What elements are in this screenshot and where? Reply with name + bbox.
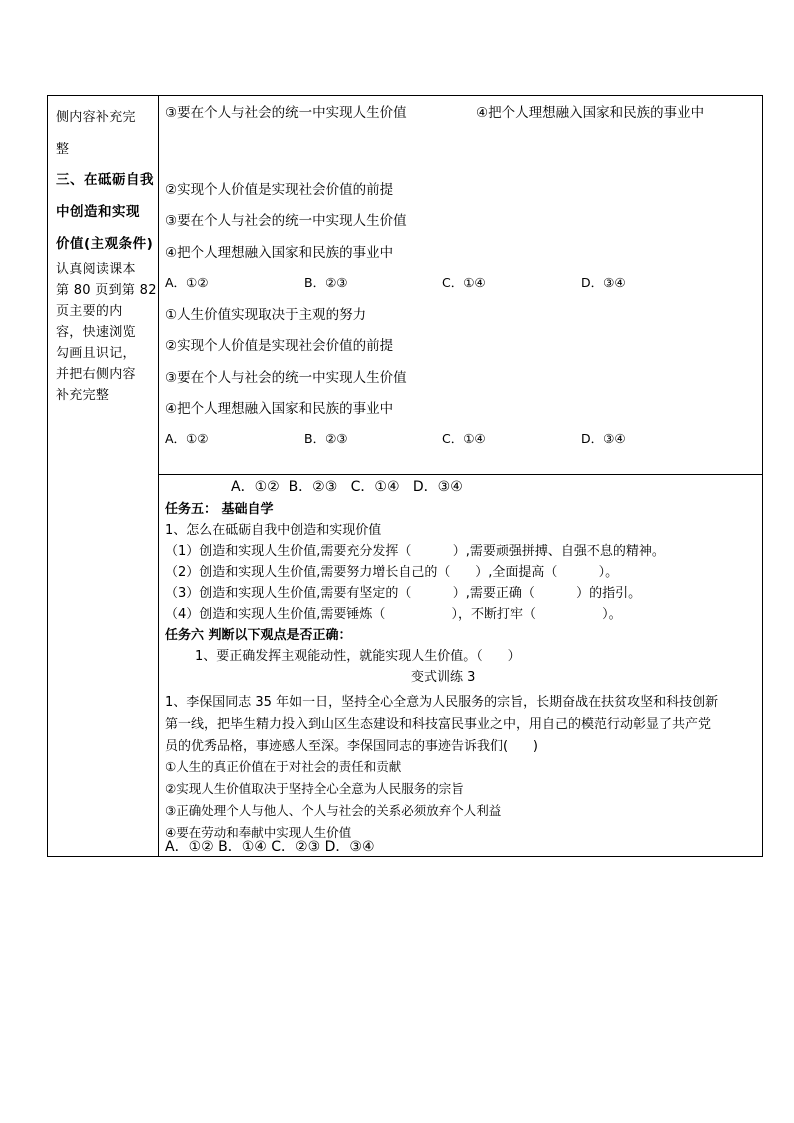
answer-options-line: A．①② B．②③ C．①④ D．③④ <box>231 479 463 495</box>
option-a: A．①② <box>165 275 209 290</box>
option-c: C．①④ <box>442 275 486 290</box>
fill-blank-item: （2）创造和实现人生价值,需要努力增长自己的（ ）,全面提高（ ）。 <box>165 565 619 580</box>
column-divider <box>158 96 159 856</box>
instruction-line: 补充完整 <box>56 388 110 403</box>
option-c: C．①④ <box>442 431 486 446</box>
statement-line: ②实现个人价值是实现社会价值的前提 <box>165 338 394 354</box>
statement-line: ③要在个人与社会的统一中实现人生价值 <box>165 370 407 386</box>
row-divider <box>158 474 762 475</box>
option-a: A．①② <box>165 431 209 446</box>
variant-title: 变式训练 3 <box>411 670 476 685</box>
question-line: 第一线，把毕生精力投入到山区生态建设和科技富民事业之中，用自己的模范行动彰显了共产党 <box>165 717 712 732</box>
option-d: D．③④ <box>581 275 626 290</box>
instruction-line: 页主要的内 <box>56 304 123 319</box>
statement-line: ③要在个人与社会的统一中实现人生价值 <box>165 213 407 229</box>
choice-line: ①人生的真正价值在于对社会的责任和贡献 <box>165 759 402 774</box>
statement-line: ①人生价值实现取决于主观的努力 <box>165 307 367 323</box>
statement-line: ③要在个人与社会的统一中实现人生价值 <box>165 105 407 121</box>
instruction-line: 并把右侧内容 <box>56 367 136 382</box>
section-heading: 三、在砥砺自我 <box>56 172 154 188</box>
task6-title: 任务六 判断以下观点是否正确： <box>165 628 352 643</box>
judge-item: 1、要正确发挥主观能动性，就能实现人生价值。（ ） <box>195 649 521 664</box>
worksheet-table <box>47 95 763 857</box>
left-text-line: 整 <box>56 142 70 157</box>
task5-title: 任务五： 基础自学 <box>165 502 274 517</box>
instruction-line: 认真阅读课本 <box>56 262 136 277</box>
question-line: 1、李保国同志 35 年如一日，坚持全心全意为人民服务的宗旨，长期奋战在扶贫攻坚和科技创新 <box>165 695 719 710</box>
choice-line: ②实现人生价值取决于坚持全心全意为人民服务的宗旨 <box>165 781 464 796</box>
choice-line: ③正确处理个人与他人、个人与社会的关系必须放弃个人利益 <box>165 803 502 818</box>
fill-blank-item: （4）创造和实现人生价值,需要锤炼（ ），不断打牢（ ）。 <box>165 607 622 622</box>
left-text-line: 侧内容补充完 <box>56 110 136 125</box>
statement-line: ④把个人理想融入国家和民族的事业中 <box>165 245 394 261</box>
choice-line: ④要在劳动和奉献中实现人生价值 <box>165 825 352 840</box>
option-d: D．③④ <box>581 431 626 446</box>
statement-line: ④把个人理想融入国家和民族的事业中 <box>165 401 394 417</box>
final-options-line: A．①② B．①④ C．②③ D．③④ <box>165 839 375 855</box>
fill-blank-item: （1）创造和实现人生价值,需要充分发挥（ ）,需要顽强拼搏、自强不息的精神。 <box>165 544 665 559</box>
section-heading: 价值(主观条件) <box>56 236 154 252</box>
fill-blank-item: （3）创造和实现人生价值,需要有坚定的（ ）,需要正确（ ）的指引。 <box>165 586 642 601</box>
instruction-line: 容，快速浏览 <box>56 325 136 340</box>
option-b: B．②③ <box>304 275 348 290</box>
instruction-line: 勾画且识记， <box>56 346 136 361</box>
statement-line: ②实现个人价值是实现社会价值的前提 <box>165 182 394 198</box>
option-b: B．②③ <box>304 431 348 446</box>
instruction-line: 第 80 页到第 82 <box>56 283 157 298</box>
statement-line: ④把个人理想融入国家和民族的事业中 <box>476 105 705 121</box>
question-title: 1、怎么在砥砺自我中创造和实现价值 <box>165 523 382 538</box>
question-line: 员的优秀品格，事迹感人至深。李保国同志的事迹告诉我们( ) <box>165 739 538 754</box>
section-heading: 中创造和实现 <box>56 204 140 220</box>
